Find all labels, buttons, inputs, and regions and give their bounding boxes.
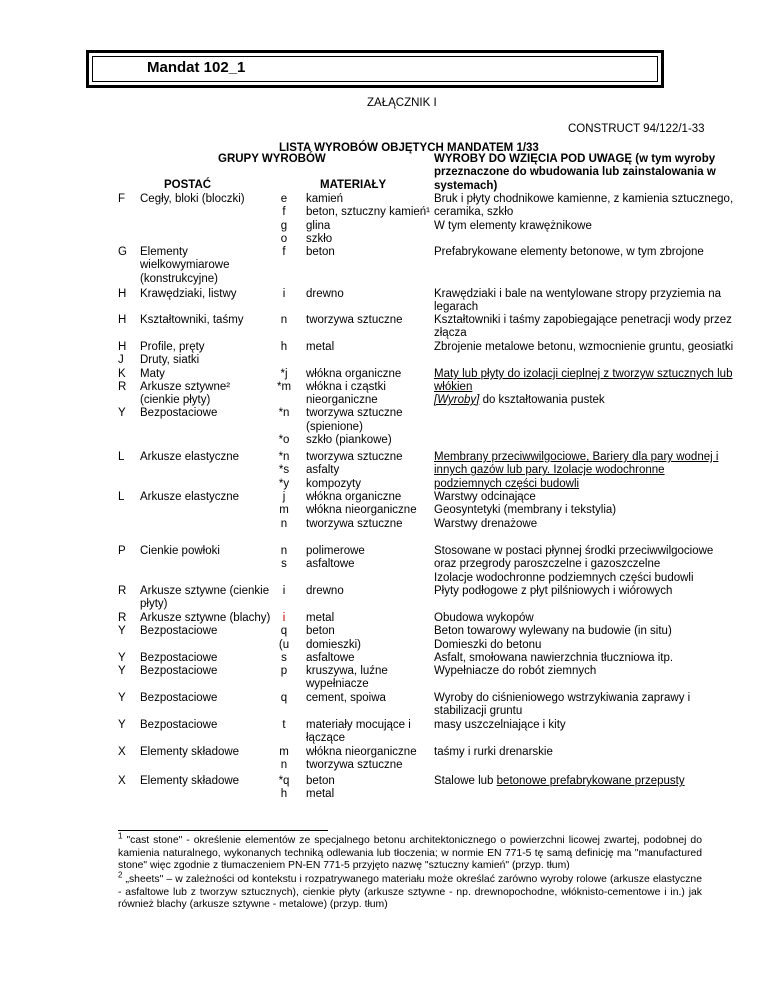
group-letter: Y <box>118 719 126 731</box>
postac-header: POSTAĆ <box>164 179 212 191</box>
group-letter: H <box>118 314 127 326</box>
group-letter: Y <box>118 692 126 704</box>
products-cell: Wyroby do ciśnieniowego wstrzykiwania zaprawy i stabilizacji gruntu masy uszczelniające i kity <box>434 692 691 731</box>
products-cell: Membrany przeciwwilgociowe, Bariery dla pary wodnej i innych gazów lub pary. Izolacje wodochronne podziemnych części budowli <box>434 451 719 490</box>
postac-cell: Krawędziaki, listwy <box>140 288 237 300</box>
material-code-cell: q (u s p <box>278 625 290 678</box>
products-cell <box>434 775 734 788</box>
materials-cell: cement, spoiwa <box>306 692 386 704</box>
material-code-cell: t <box>282 719 286 731</box>
products-cell: taśmy i rurki drenarskie <box>434 746 553 758</box>
products-cell: Warstwy odcinające Geosyntetyki (membrany i tekstylia) Warstwy drenażowe <box>434 491 617 530</box>
footnote-1 <box>118 831 702 873</box>
postac-cell: Kształtowniki, taśmy <box>140 314 244 326</box>
materials-cell: materiały mocujące i łączące <box>306 719 411 745</box>
group-letter: X <box>118 775 126 787</box>
materials-cell: beton <box>306 246 335 258</box>
group-letter: H <box>118 288 127 300</box>
postac-cell: Cienkie powłoki <box>140 545 220 557</box>
products-underlined: betonowe prefabrykowane przepusty <box>496 775 685 787</box>
postac-cell: Arkusze sztywne (cienkie płyty) <box>140 585 270 611</box>
materials-cell: metal beton domieszki) asfaltowe kruszywa, luźne wypełniacze <box>306 612 388 691</box>
groups-header: GRUPY WYROBÓW <box>218 153 326 165</box>
materials-cell: drewno <box>306 585 344 597</box>
postac-cell: Elementy składowe <box>140 775 240 787</box>
group-letter: H J K R Y <box>118 341 127 420</box>
material-code-cell: *q h <box>278 775 290 801</box>
material-code-cell: h *j *m *n *o <box>276 341 292 447</box>
group-letter: G <box>118 246 127 258</box>
postac-cell: Elementy wielkowymiarowe (konstrukcyjne) <box>140 246 230 285</box>
material-code-cell: m n <box>279 746 289 772</box>
products-cell: Krawędziaki i bale na wentylowane stropy przyziemia na legarach <box>434 288 722 314</box>
materials-cell: beton metal <box>306 775 335 801</box>
products-cell <box>434 394 734 407</box>
group-letter: R <box>118 585 127 597</box>
footnote-text: "cast stone" - określenie elementów ze specjalnego betonu architektonicznego o powierzchni licowej zwartej, podobnej do kamienia naturalnego, wykonanych techniką odlewania lub tłoczenia; w normie EN 771-5 tę samą definicję ma "manufactured stone" więc zgodnie z tłumaczeniem PN-EN 771-5 przyjęto nazwę "sztuczny kamień" (przyp. tłum) <box>118 835 702 872</box>
materialy-header: MATERIAŁY <box>320 179 387 191</box>
material-code-cell: i <box>282 288 286 300</box>
group-letter: P <box>118 545 126 557</box>
construct-reference: CONSTRUCT 94/122/1-33 <box>568 123 705 135</box>
postac-cell: Cegły, bloki (bloczki) <box>140 193 245 205</box>
products-cell: Zbrojenie metalowe betonu, wzmocnienie gruntu, geosiatki <box>434 341 734 353</box>
materials-cell: włókna organiczne włókna nieorganiczne tworzywa sztuczne <box>306 491 417 530</box>
materials-cell: metal włókna organiczne włókna i cząstki nieorganiczne tworzywa sztuczne (spienione) szkło (piankowe) <box>306 341 403 447</box>
material-code-cell: *n *s *y <box>278 451 290 490</box>
postac-cell: Arkusze elastyczne <box>140 451 240 463</box>
footnote-divider <box>118 830 328 831</box>
materials-cell: kamień beton, sztuczny kamień¹ glina szkło <box>306 193 431 245</box>
footnote-number: 1 <box>118 831 123 841</box>
group-letter: X <box>118 746 126 758</box>
material-code-cell: i <box>282 585 286 597</box>
postac-cell: Arkusze sztywne (blachy) Bezpostaciowe Bezpostaciowe Bezpostaciowe <box>140 612 271 678</box>
products-cell: Kształtowniki i taśmy zapobiegające penetracji wody przez złącza <box>434 314 732 340</box>
material-code-cell: q <box>280 692 288 704</box>
materials-cell: tworzywa sztuczne <box>306 314 403 326</box>
materials-cell: polimerowe asfaltowe <box>306 545 365 571</box>
postac-cell: Bezpostaciowe <box>140 719 218 731</box>
products-text: do kształtowania pustek <box>479 394 605 406</box>
material-code-cell: f <box>282 246 286 258</box>
postac-cell: Arkusze elastyczne <box>140 491 240 503</box>
footnote-text: „sheets" – w zależności od kontekstu i rozpatrywanego materiału może określać zarówno wyroby rolowe (arkusze elastyczne - asfaltowe lub z tworzyw sztucznych), cienkie płyty (arkusze sztywne - np. drewnopochodne, włóknisto-cementowe i in.) jak również blachy (arkusze sztywne - metalowe) (przyp. tłum) <box>118 874 702 911</box>
postac-cell: Profile, pręty Druty, siatki Maty Arkusze sztywne² (cienkie płyty) Bezpostaciowe <box>140 341 231 420</box>
products-text: Stalowe lub <box>434 775 497 787</box>
products-cell: Stosowane w postaci płynnej środki przeciwwilgociowe oraz przegrody paroszczelne i gazoszczelne Izolacje wodochronne podziemnych części budowli <box>434 545 714 584</box>
group-letter: L <box>118 451 125 463</box>
postac-cell: Bezpostaciowe <box>140 692 218 704</box>
footnote-number: 2 <box>118 870 123 880</box>
mandate-title: Mandat 102_1 <box>147 59 246 76</box>
products-cell: Obudowa wykopów Beton towarowy wylewany na budowie (in situ) Domieszki do betonu Asfalt, smołowana nawierzchnia tłuczniowa itp. Wypełniacze do robót ziemnych <box>434 612 674 678</box>
materials-cell: drewno <box>306 288 344 300</box>
footnote-2 <box>118 870 702 912</box>
products-emphasis: [Wyroby] <box>434 394 480 406</box>
materials-cell: tworzywa sztuczne asfalty kompozyty <box>306 451 403 490</box>
group-letter: L <box>118 491 125 503</box>
products-cell: Maty lub płyty do izolacji cieplnej z tworzyw sztucznych lub włókien <box>434 368 733 394</box>
materials-cell: włókna nieorganiczne tworzywa sztuczne <box>306 746 417 772</box>
material-code-cell: e f g o <box>280 193 288 245</box>
material-code-cell: n s <box>280 545 288 571</box>
annex-label: ZAŁĄCZNIK I <box>367 97 437 109</box>
group-letter: F <box>118 193 126 205</box>
group-letter: R Y Y Y <box>118 612 127 678</box>
list-title: LISTA WYROBÓW OBJĘTYCH MANDATEM 1/33 <box>279 142 539 154</box>
products-cell: Prefabrykowane elementy betonowe, w tym zbrojone <box>434 246 704 258</box>
material-code-cell: n <box>280 314 288 326</box>
material-code-cell: i <box>282 612 286 624</box>
mandate-title-box <box>86 50 664 88</box>
products-cell: Płyty podłogowe z płyt pilśniowych i wiórowych <box>434 585 673 597</box>
material-code-cell: j m n <box>279 491 289 530</box>
products-header: WYROBY DO WZIĘCIA POD UWAGĘ (w tym wyroby przeznaczone do wbudowania lub zainstalowania w systemach) <box>434 153 716 192</box>
postac-cell: Elementy składowe <box>140 746 240 758</box>
products-cell: Bruk i płyty chodnikowe kamienne, z kamienia sztucznego, ceramika, szkło W tym elementy krawężnikowe <box>434 193 734 232</box>
